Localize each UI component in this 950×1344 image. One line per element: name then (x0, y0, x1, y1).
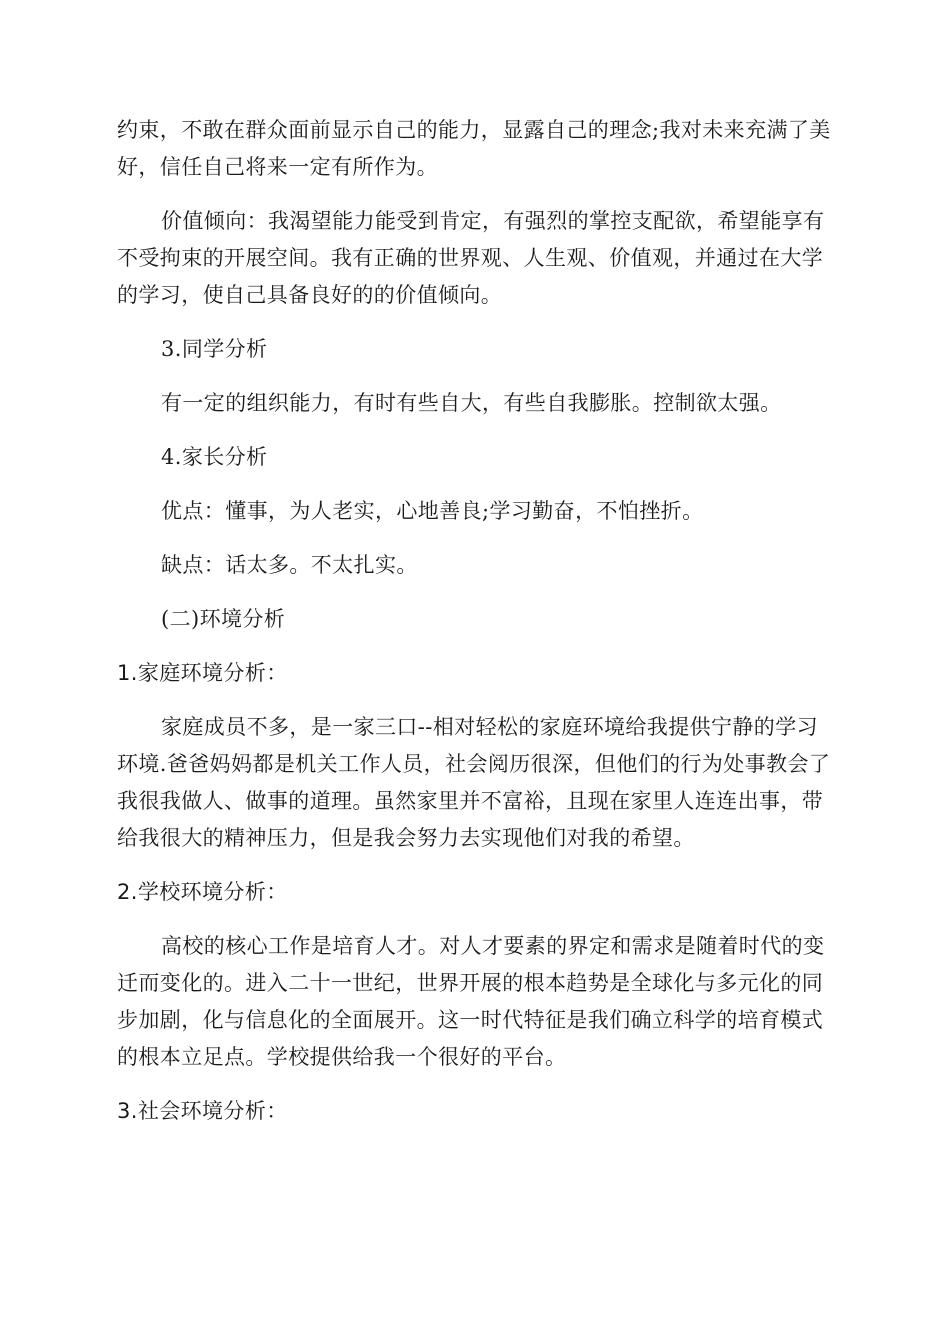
paragraph-value-orientation: 价值倾向：我渴望能力能受到肯定，有强烈的掌控支配欲，希望能享有不受拘束的开展空间。我有正确的世界观、人生观、价值观，并通过在大学的学习，使自己具备良好的的价值倾向。 (117, 209, 825, 307)
section-heading-family-environment: 1.家庭环境分析： (117, 661, 288, 685)
paragraph-weaknesses: 缺点：话太多。不太扎实。 (161, 553, 418, 577)
section-heading-parent-analysis: 4.家长分析 (161, 445, 268, 469)
paragraph-school-environment: 高校的核心工作是培育人才。对人才要素的界定和需求是随着时代的变迁而变化的。进入二十一世纪，世界开展的根本趋势是全球化与多元化的同步加剧，化与信息化的全面展开。这一时代特征是我们确立科学的培育模式的根本立足点。学校提供给我一个很好的平台。 (117, 934, 825, 1069)
document-body (117, 112, 837, 1147)
paragraph-classmate-analysis: 有一定的组织能力，有时有些自大，有些自我膨胀。控制欲太强。 (161, 391, 782, 415)
paragraph-strengths: 优点：懂事，为人老实，心地善良;学习勤奋，不怕挫折。 (161, 499, 704, 523)
paragraph-family-environment: 家庭成员不多，是一家三口--相对轻松的家庭环境给我提供宁静的学习环境.爸爸妈妈都是机关工作人员，社会阅历很深，但他们的行为处事教会了我很我做人、做事的道理。虽然家里并不富裕，且现在家里人连连出事，带给我很大的精神压力，但是我会努力去实现他们对我的希望。 (117, 715, 831, 850)
section-heading-school-environment: 2.学校环境分析： (117, 880, 288, 904)
paragraph-self-concept-end: 约束，不敢在群众面前显示自己的能力，显露自己的理念;我对未来充满了美好，信任自己将来一定有所作为。 (117, 118, 831, 179)
section-heading-classmate-analysis: 3.同学分析 (161, 337, 268, 361)
section-heading-social-environment: 3.社会环境分析： (117, 1099, 288, 1123)
section-heading-environment-analysis: (二)环境分析 (161, 607, 286, 631)
